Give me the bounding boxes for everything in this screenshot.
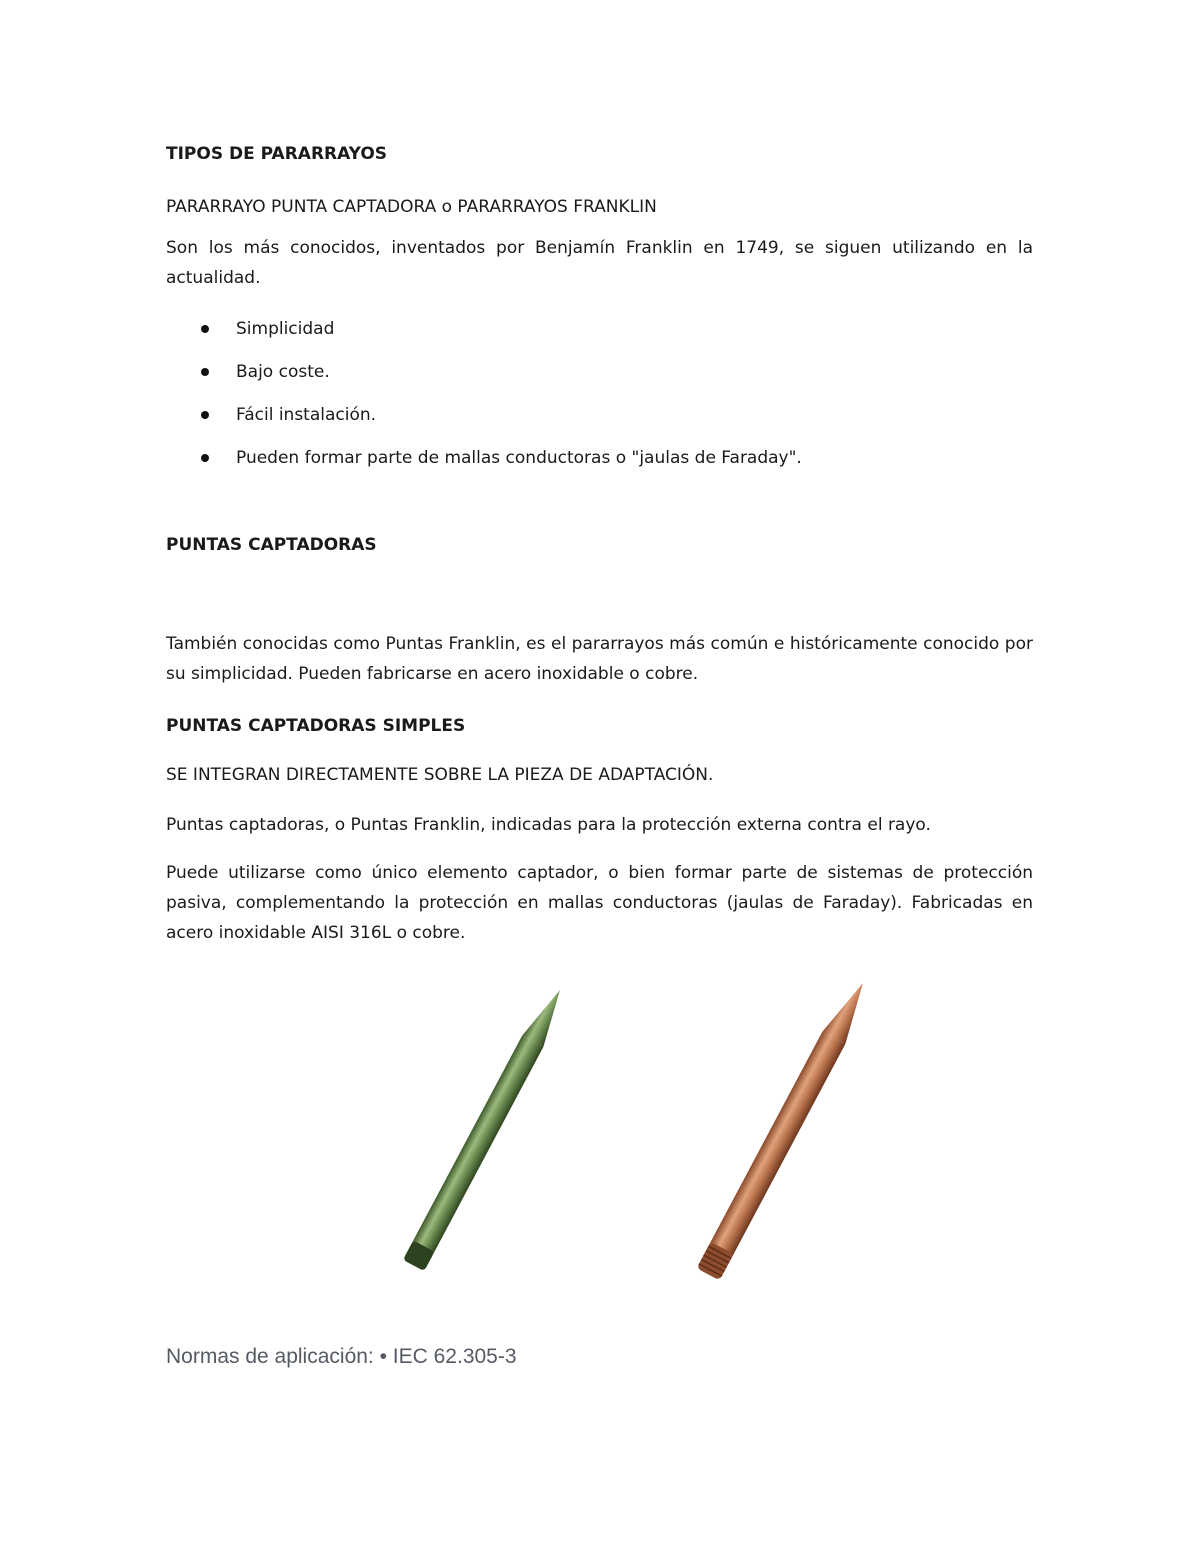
bullet-icon xyxy=(201,411,209,419)
list-item: Pueden formar parte de mallas conductoras o "jaulas de Faraday". xyxy=(166,443,1033,486)
subtitle: PARARRAYO PUNTA CAPTADORA o PARARRAYOS FRANKLIN xyxy=(166,197,657,217)
advantages-list xyxy=(166,314,1033,486)
lightning-rods-figure xyxy=(360,968,880,1313)
norms-line: Normas de aplicación: • IEC 62.305-3 xyxy=(166,1345,517,1368)
description-line: Puntas captadoras, o Puntas Franklin, indicadas para la protección externa contra el rayo. xyxy=(166,815,931,835)
section-heading-puntas: PUNTAS CAPTADORAS xyxy=(166,535,377,555)
bullet-icon xyxy=(201,454,209,462)
usage-paragraph: Puede utilizarse como único elemento captador, o bien formar parte de sistemas de protección pasiva, complementando la protección en mallas conductoras (jaulas de Faraday). Fabricadas en acero inoxidable AISI 316L o cobre. xyxy=(166,863,1033,943)
puntas-paragraph: También conocidas como Puntas Franklin, es el pararrayos más común e históricamente conocido por su simplicidad. Pueden fabricarse en acero inoxidable o cobre. xyxy=(166,634,1033,684)
steel-rod-icon xyxy=(403,984,571,1271)
document-title: TIPOS DE PARARRAYOS xyxy=(166,144,388,164)
copper-rod-icon xyxy=(697,977,875,1281)
bullet-icon xyxy=(201,325,209,333)
integration-line: SE INTEGRAN DIRECTAMENTE SOBRE LA PIEZA DE ADAPTACIÓN. xyxy=(166,765,714,785)
section-heading-simples: PUNTAS CAPTADORAS SIMPLES xyxy=(166,716,466,736)
intro-paragraph: Son los más conocidos, inventados por Benjamín Franklin en 1749, se siguen utilizando en la actualidad. xyxy=(166,238,1033,288)
list-item: Simplicidad xyxy=(166,314,1033,357)
list-item: Fácil instalación. xyxy=(166,400,1033,443)
bullet-icon xyxy=(201,368,209,376)
list-item: Bajo coste. xyxy=(166,357,1033,400)
